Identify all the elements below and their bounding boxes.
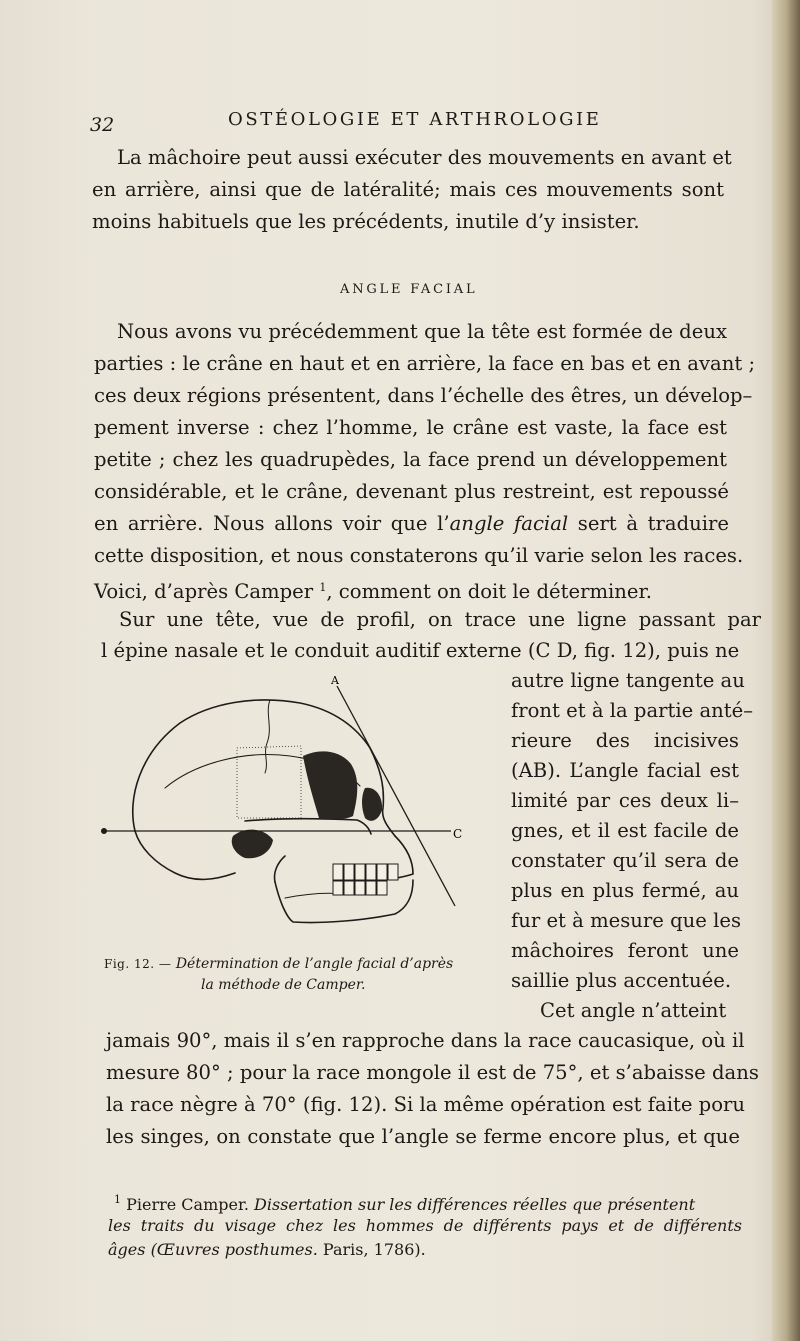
footnote-author: Pierre Camper. xyxy=(126,1195,249,1214)
text-line: limité par ces deux li– xyxy=(511,789,739,812)
text-line: plus en plus fermé, au xyxy=(511,879,739,902)
text-line: La mâchoire peut aussi exécuter des mouvements en avant et xyxy=(117,146,732,169)
text-line: Cet angle n’atteint xyxy=(540,999,727,1022)
skull-figure xyxy=(95,668,470,948)
text-line: Nous avons vu précédemment que la tête est formée de deux xyxy=(117,320,727,343)
figure-caption xyxy=(104,956,453,972)
figure-number: Fig. 12. — xyxy=(104,957,172,971)
italic-term: angle facial xyxy=(449,512,569,535)
footnote-line: les traits du visage chez les hommes de différents pays et de différents xyxy=(108,1216,742,1235)
mandible-ramus xyxy=(274,856,285,882)
footnote-title: Dissertation sur les différences réelles que présentent xyxy=(254,1195,696,1214)
text-line: l épine nasale et le conduit auditif externe (C D, fig. 12), puis ne xyxy=(101,639,740,662)
footnote-italic: (Œuvres posthumes. xyxy=(150,1240,318,1259)
text-line: la race nègre à 70° (fig. 12). Si la même opération est faite poru xyxy=(106,1093,745,1116)
label-a: A xyxy=(331,674,339,687)
nasal-shadow xyxy=(362,788,382,821)
text-line: front et à la partie anté– xyxy=(511,699,754,722)
text-line: les singes, on constate que l’angle se ferme encore plus, et que xyxy=(106,1125,740,1148)
zygomatic-arch xyxy=(245,819,371,834)
text-line: rieure des incisives xyxy=(511,729,739,752)
running-head: OSTÉOLOGIE ET ARTHROLOGIE xyxy=(228,109,602,130)
orbit-hatching xyxy=(237,746,301,818)
text-run: , comment on doit le déterminer. xyxy=(326,580,652,603)
text-line: pement inverse : chez l’homme, le crâne est vaste, la face est xyxy=(94,416,727,439)
section-title: ANGLE FACIAL xyxy=(340,282,478,297)
text-line: constater qu’il sera de xyxy=(511,849,739,872)
text-line: Sur une tête, vue de profil, on trace une ligne passant par xyxy=(119,608,761,631)
text-line: fur et à mesure que les xyxy=(511,909,742,932)
text-line xyxy=(94,514,729,534)
footnote-ref: 1 xyxy=(319,581,327,594)
footnote-line xyxy=(108,1240,426,1259)
text-line: (AB). L’angle facial est xyxy=(511,759,739,782)
footnote-text: Paris, 1786). xyxy=(322,1240,426,1259)
point-d-marker xyxy=(101,828,107,834)
caption-text: Détermination de l’angle facial d’après xyxy=(175,956,454,972)
page-edge xyxy=(772,0,800,1341)
text-run: Voici, d’après Camper xyxy=(94,580,320,603)
coronal-suture xyxy=(265,700,270,773)
text-line: parties : le crâne en haut et en arrière, la face en bas et en avant ; xyxy=(94,352,756,375)
text-line: petite ; chez les quadrupèdes, la face prend un développement xyxy=(94,448,727,471)
occiput-outline xyxy=(135,831,235,879)
label-c: C xyxy=(453,827,463,841)
text-line: autre ligne tangente au xyxy=(511,669,745,692)
footnote-mark: 1 xyxy=(114,1193,121,1206)
text-run: sert à traduire xyxy=(568,512,729,535)
page-number: 32 xyxy=(90,114,115,136)
text-run: en arrière. Nous allons voir que l’ xyxy=(94,512,450,535)
footnote-italic: âges xyxy=(108,1240,146,1259)
text-line: en arrière, ainsi que de latéralité; mais ces mouvements sont xyxy=(92,178,724,201)
text-line: jamais 90°, mais il s’en rapproche dans la race caucasique, où il xyxy=(106,1029,745,1052)
text-line: moins habituels que les précédents, inutile d’y insister. xyxy=(92,210,640,233)
text-line: mâchoires feront une xyxy=(511,939,739,962)
figure-caption-line2: la méthode de Camper. xyxy=(201,977,366,993)
text-line: mesure 80° ; pour la race mongole il est de 75°, et s’abaisse dans xyxy=(106,1061,759,1084)
text-line: considérable, et le crâne, devenant plus restreint, est repoussé xyxy=(94,480,729,503)
text-line: saillie plus accentuée. xyxy=(511,969,732,992)
text-line xyxy=(94,578,652,602)
orbit-shadow xyxy=(303,751,357,819)
footnote-line xyxy=(114,1193,695,1214)
teeth xyxy=(333,864,398,895)
text-line: cette disposition, et nous constaterons qu’il varie selon les races. xyxy=(94,544,744,567)
text-line: ces deux régions présentent, dans l’échelle des êtres, un dévelop– xyxy=(94,384,753,407)
text-line: gnes, et il est facile de xyxy=(511,819,739,842)
temporal-fossa xyxy=(232,830,273,859)
